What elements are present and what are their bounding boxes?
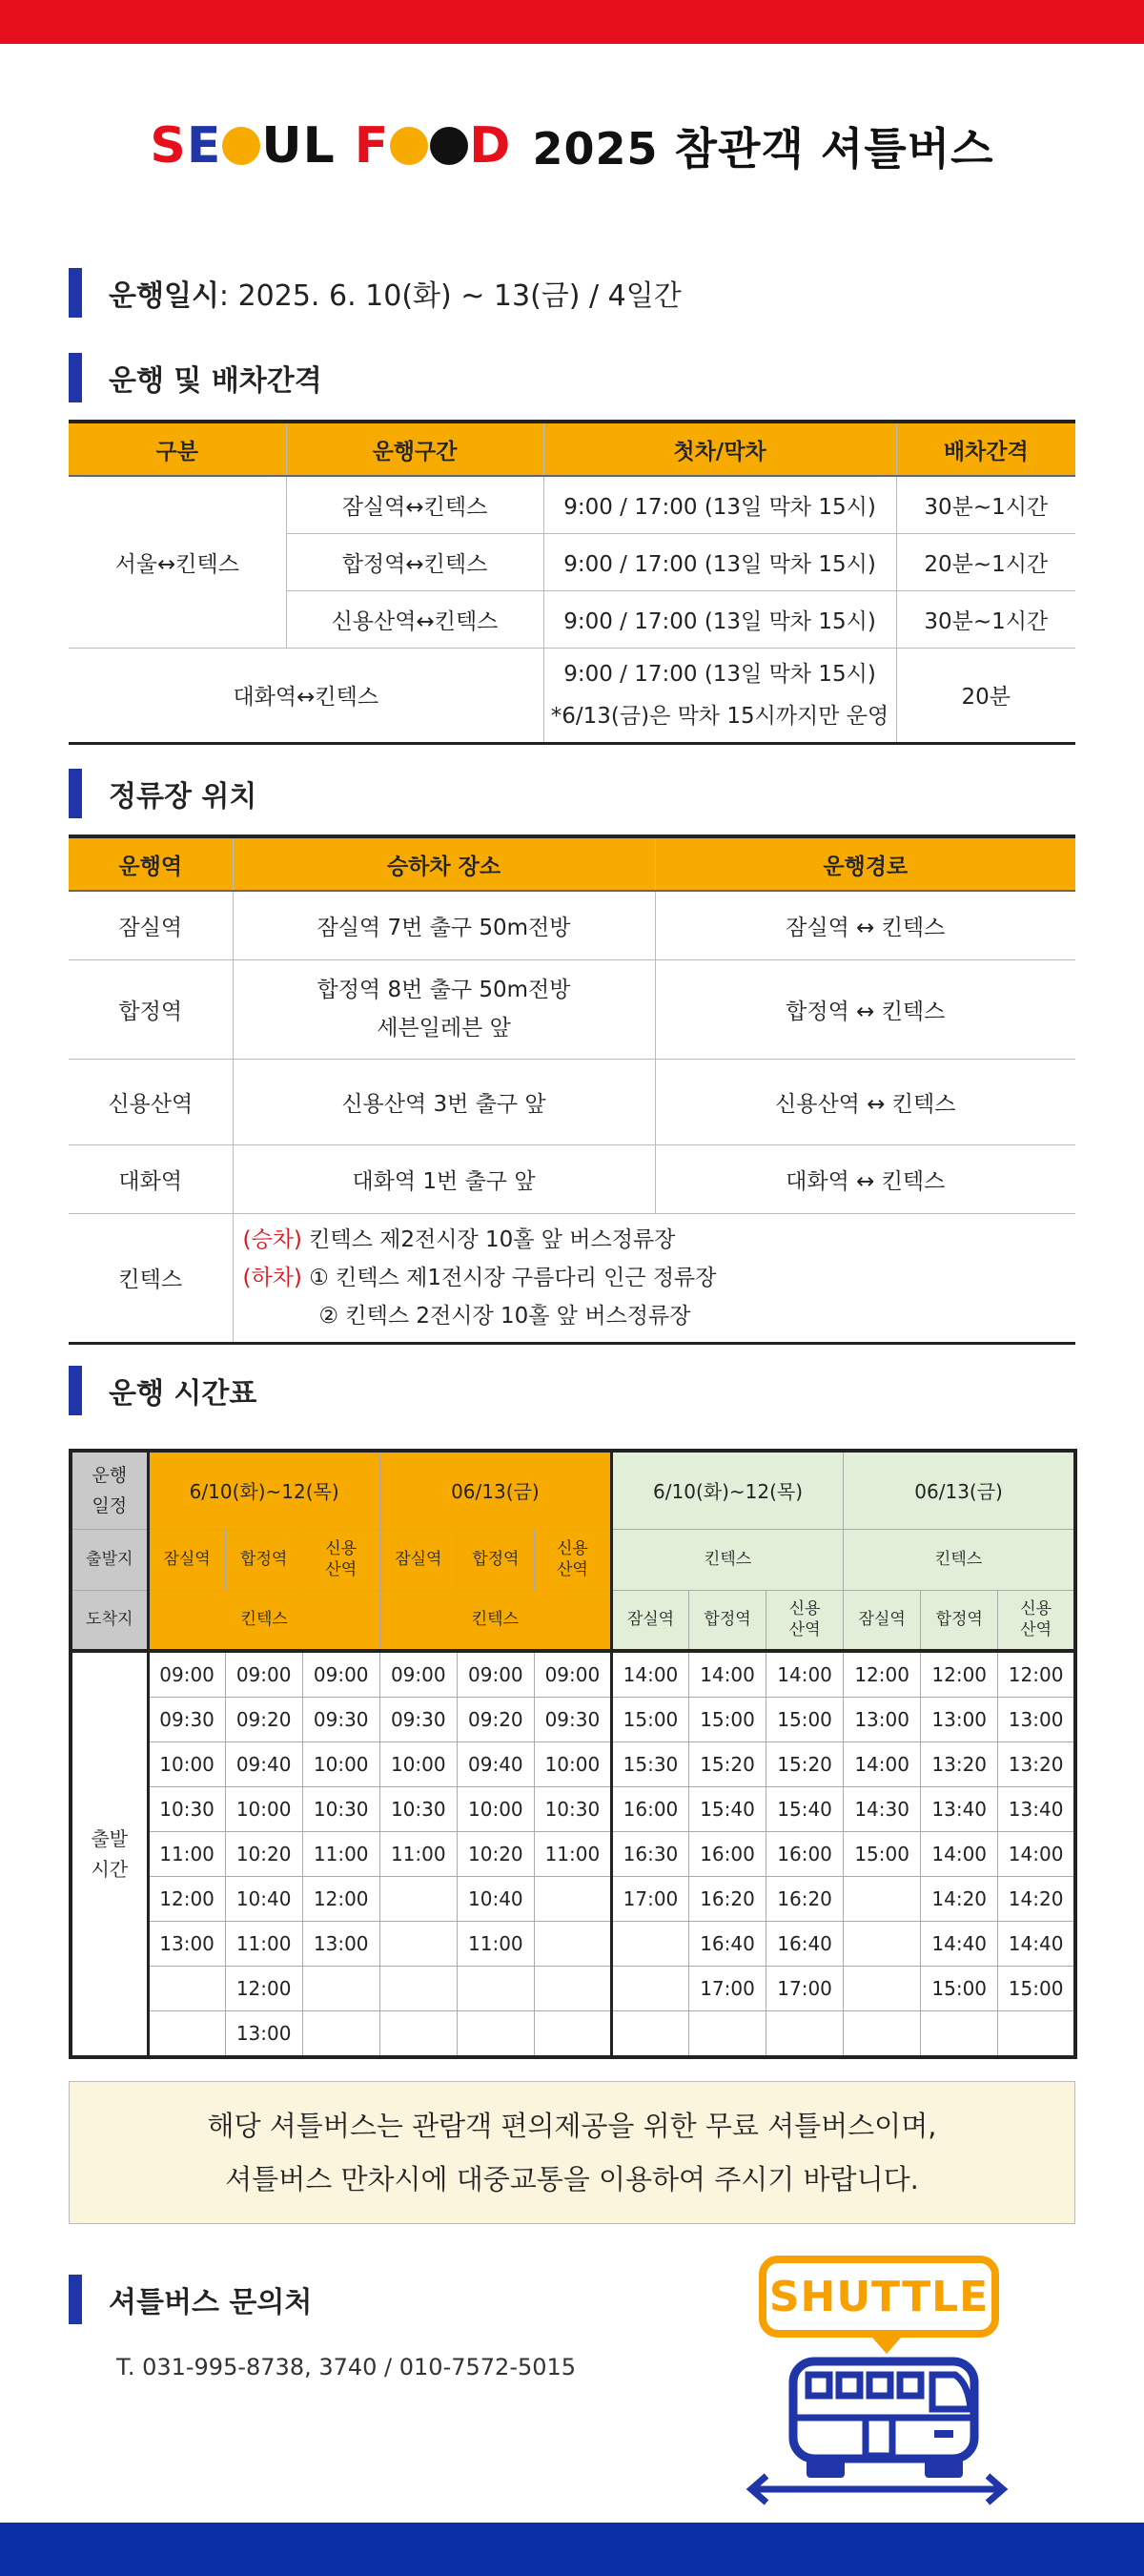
notice-line-1: 해당 셔틀버스는 관람객 편의제공을 위한 무료 셔틀버스이며, [207,2110,937,2142]
time-cell [844,1967,921,2011]
timetable-row [71,1877,1075,1922]
time-cell: 09:30 [534,1698,611,1742]
time-cell: 12:00 [148,1877,225,1922]
time-cell: 12:00 [844,1651,921,1698]
time-cell: 14:00 [844,1742,921,1787]
time-cell [534,1922,611,1967]
time-cell: 15:20 [689,1742,766,1787]
time-cell [379,1877,457,1922]
route-cell: 합정역↔킨텍스 [286,533,543,590]
time-cell: 16:00 [689,1832,766,1877]
station-header: 신용 산역 [998,1590,1075,1651]
logo-dot-black [430,127,468,165]
row-label-arrive: 도착지 [71,1590,148,1651]
section-contact-heading [69,2275,312,2324]
station-cell: 킨텍스 [69,1213,233,1343]
time-cell [457,1967,534,2011]
notice-line-2: 셔틀버스 만차시에 대중교통을 이용하여 주시기 바랍니다. [225,2163,919,2195]
time-cell: 9:00 / 17:00 (13일 막차 15시) [543,590,896,648]
top-color-bar [0,0,1144,44]
bus-icon [744,2327,1030,2518]
table-row [69,648,1075,743]
section-marker [69,268,82,318]
time-cell [766,2011,844,2058]
time-cell: 9:00 / 17:00 (13일 막차 15시) [543,476,896,533]
time-cell [611,2011,688,2058]
time-cell [302,2011,379,2058]
time-cell: 14:00 [689,1651,766,1698]
time-cell: 15:00 [766,1698,844,1742]
section-marker [69,2275,82,2324]
logo-letter-s: S [150,117,187,175]
time-line-2: *6/13(금)은 막차 15시까지만 운영 [550,703,889,729]
logo-letter-e: E [186,117,222,175]
place-cell [233,959,655,1059]
route-cell: 신용산역 ↔ 킨텍스 [655,1059,1075,1144]
time-cell: 14:20 [921,1877,998,1922]
interval-table [69,420,1075,745]
time-cell: 10:00 [225,1787,302,1832]
station-header: 잠실역 [379,1529,457,1590]
table-row [69,476,1075,533]
kintex-header: 킨텍스 [148,1590,379,1651]
table-row [69,891,1075,959]
time-cell [379,1967,457,2011]
place-line-1: 합정역 8번 출구 50m전방 [317,978,571,1002]
stops-table [69,835,1075,1345]
time-cell [844,1877,921,1922]
station-header: 신용 산역 [766,1590,844,1651]
time-cell: 13:00 [225,2011,302,2058]
station-cell: 신용산역 [69,1059,233,1144]
time-cell: 09:30 [302,1698,379,1742]
time-cell: 13:00 [148,1922,225,1967]
time-cell: 09:00 [148,1651,225,1698]
section-interval-heading [69,353,322,402]
time-cell: 11:00 [302,1832,379,1877]
time-cell: 13:40 [998,1787,1075,1832]
timetable-row [71,1832,1075,1877]
route-cell: 잠실역↔킨텍스 [286,476,543,533]
time-cell [302,1967,379,2011]
time-cell [379,2011,457,2058]
time-cell: 16:30 [611,1832,688,1877]
time-cell: 09:20 [457,1698,534,1742]
time-cell [534,2011,611,2058]
logo-letters-ul: UL [261,117,336,175]
station-cell: 대화역 [69,1144,233,1213]
time-cell: 16:00 [766,1832,844,1877]
time-cell: 13:00 [302,1922,379,1967]
time-cell: 10:00 [534,1742,611,1787]
section-title: 운행 및 배차간격 [109,364,322,398]
timetable-row [71,1742,1075,1787]
time-cell: 11:00 [148,1832,225,1877]
time-cell: 14:00 [998,1832,1075,1877]
header-route: 운행구간 [286,422,543,476]
time-cell: 17:00 [611,1877,688,1922]
timetable [69,1449,1077,2059]
time-cell [148,2011,225,2058]
interval-cell: 20분~1시간 [896,533,1075,590]
time-cell: 09:30 [148,1698,225,1742]
time-cell: 15:40 [766,1787,844,1832]
header-place: 승하차 장소 [233,836,655,891]
time-cell: 15:30 [611,1742,688,1787]
schedule-label: 운행일시 [109,279,219,313]
time-line-1: 9:00 / 17:00 (13일 막차 15시) [563,661,876,687]
place-cell: 잠실역 7번 출구 50m전방 [233,891,655,959]
title-text: 2025 참관객 셔틀버스 [532,123,994,175]
table-row [69,959,1075,1059]
time-cell: 09:40 [457,1742,534,1787]
notice-box [69,2081,1075,2224]
station-header: 합정역 [225,1529,302,1590]
kintex-place-cell [233,1213,1075,1343]
time-cell: 15:20 [766,1742,844,1787]
header-interval: 배차간격 [896,422,1075,476]
schedule-line [69,268,682,318]
time-cell: 12:00 [998,1651,1075,1698]
kintex-header: 킨텍스 [611,1529,843,1590]
time-cell: 09:00 [534,1651,611,1698]
timetable-row [71,2011,1075,2058]
section-marker [69,353,82,402]
station-cell: 잠실역 [69,891,233,959]
row-label-times: 출발 시간 [71,1651,148,2057]
time-cell: 10:20 [457,1832,534,1877]
period-header: 06/13(금) [379,1451,611,1529]
time-cell: 10:30 [534,1787,611,1832]
section-timetable-heading [69,1366,256,1415]
timetable-row [71,1698,1075,1742]
time-cell: 09:00 [302,1651,379,1698]
time-cell [543,648,896,743]
row-label-schedule: 운행 일정 [71,1451,148,1529]
schedule-value: : 2025. 6. 10(화) ~ 13(금) / 4일간 [218,279,682,313]
station-header: 잠실역 [844,1590,921,1651]
place-cell: 신용산역 3번 출구 앞 [233,1059,655,1144]
group-label: 서울↔킨텍스 [69,476,286,648]
kintex-board-line [243,1221,1075,1259]
time-cell: 12:00 [302,1877,379,1922]
time-cell: 13:20 [921,1742,998,1787]
time-cell: 16:20 [766,1877,844,1922]
time-cell: 10:00 [148,1742,225,1787]
time-cell [611,1922,688,1967]
time-cell: 15:00 [998,1967,1075,2011]
time-cell: 13:40 [921,1787,998,1832]
contact-phone: T. 031-995-8738, 3740 / 010-7572-5015 [116,2354,577,2380]
interval-cell: 20분 [896,648,1075,743]
kintex-alight-line [243,1259,1075,1297]
time-cell: 11:00 [225,1922,302,1967]
time-cell: 09:30 [379,1698,457,1742]
time-cell: 14:20 [998,1877,1075,1922]
time-cell: 09:00 [225,1651,302,1698]
time-cell [148,1967,225,2011]
logo-dot-yellow [222,127,260,165]
page-title [0,113,1144,179]
period-header: 6/10(화)~12(목) [148,1451,379,1529]
time-cell: 09:00 [457,1651,534,1698]
place-line-2: 세븐일레븐 앞 [377,1016,511,1041]
table-row [69,1059,1075,1144]
section-stops-heading [69,769,256,818]
time-cell: 14:00 [611,1651,688,1698]
board-text: 킨텍스 제2전시장 10홀 앞 버스정류장 [301,1226,676,1252]
alight-text-2: ② 킨텍스 2전시장 10홀 앞 버스정류장 [318,1303,691,1329]
time-cell: 15:00 [611,1698,688,1742]
header-first-last: 첫차/막차 [543,422,896,476]
route-cell: 잠실역 ↔ 킨텍스 [655,891,1075,959]
table-row [69,1144,1075,1213]
time-cell [844,1922,921,1967]
time-cell [611,1967,688,2011]
timetable-row [71,1967,1075,2011]
station-header: 합정역 [921,1590,998,1651]
kintex-header: 킨텍스 [844,1529,1075,1590]
time-cell: 17:00 [766,1967,844,2011]
station-header: 잠실역 [148,1529,225,1590]
header-route: 운행경로 [655,836,1075,891]
route-cell: 신용산역↔킨텍스 [286,590,543,648]
time-cell: 15:40 [689,1787,766,1832]
time-cell: 12:00 [921,1651,998,1698]
time-cell: 10:30 [148,1787,225,1832]
time-cell: 11:00 [457,1922,534,1967]
time-cell: 12:00 [225,1967,302,2011]
time-cell: 14:00 [766,1651,844,1698]
time-cell: 14:00 [921,1832,998,1877]
station-header: 신용 산역 [302,1529,379,1590]
time-cell: 14:40 [921,1922,998,1967]
time-cell: 10:30 [379,1787,457,1832]
time-cell: 13:00 [921,1698,998,1742]
time-cell [844,2011,921,2058]
time-cell: 14:30 [844,1787,921,1832]
interval-cell: 30분~1시간 [896,590,1075,648]
time-cell: 16:00 [611,1787,688,1832]
time-cell: 13:20 [998,1742,1075,1787]
time-cell: 16:40 [766,1922,844,1967]
time-cell: 10:00 [457,1787,534,1832]
logo-dot-yellow-2 [390,127,428,165]
time-cell [921,2011,998,2058]
time-cell: 16:20 [689,1877,766,1922]
alight-tag: (하차) [242,1265,302,1290]
time-cell: 9:00 / 17:00 (13일 막차 15시) [543,533,896,590]
time-cell: 15:00 [844,1832,921,1877]
time-cell: 10:00 [379,1742,457,1787]
time-cell: 15:00 [689,1698,766,1742]
timetable-body [71,1651,1075,2057]
station-cell: 합정역 [69,959,233,1059]
timetable-row [71,1922,1075,1967]
logo-letter-f: F [354,117,390,175]
row-label-depart: 출발지 [71,1529,148,1590]
time-cell [534,1877,611,1922]
section-marker [69,1366,82,1415]
header-station: 운행역 [69,836,233,891]
time-cell: 13:00 [844,1698,921,1742]
kintex-header: 킨텍스 [379,1590,611,1651]
section-title: 운행 시간표 [109,1377,257,1411]
station-header: 신용 산역 [534,1529,611,1590]
time-cell: 10:40 [457,1877,534,1922]
table-row [69,1213,1075,1343]
time-cell: 13:00 [998,1698,1075,1742]
time-cell: 16:40 [689,1922,766,1967]
board-tag: (승차) [242,1226,302,1252]
time-cell: 09:40 [225,1742,302,1787]
time-cell: 09:20 [225,1698,302,1742]
time-cell: 10:00 [302,1742,379,1787]
route-cell: 대화역 ↔ 킨텍스 [655,1144,1075,1213]
time-cell [379,1922,457,1967]
route-cell: 대화역↔킨텍스 [69,648,543,743]
shuttle-badge: SHUTTLE [759,2256,999,2338]
timetable-row [71,1651,1075,1698]
logo-letter-d: D [469,117,512,175]
interval-cell: 30분~1시간 [896,476,1075,533]
time-cell: 11:00 [379,1832,457,1877]
time-cell [998,2011,1075,2058]
section-marker [69,769,82,818]
station-header: 잠실역 [611,1590,688,1651]
seoul-food-logo [150,117,511,175]
bottom-color-bar [0,2523,1144,2576]
station-header: 합정역 [689,1590,766,1651]
time-cell [689,2011,766,2058]
time-cell: 10:30 [302,1787,379,1832]
period-header: 06/13(금) [844,1451,1075,1529]
period-header: 6/10(화)~12(목) [611,1451,843,1529]
place-cell: 대화역 1번 출구 앞 [233,1144,655,1213]
alight-text-1: ① 킨텍스 제1전시장 구름다리 인근 정류장 [301,1265,717,1290]
time-cell [534,1967,611,2011]
time-cell [457,2011,534,2058]
time-cell: 09:00 [379,1651,457,1698]
time-cell: 11:00 [534,1832,611,1877]
time-cell: 10:40 [225,1877,302,1922]
route-cell: 합정역 ↔ 킨텍스 [655,959,1075,1059]
time-cell: 15:00 [921,1967,998,2011]
time-cell: 17:00 [689,1967,766,2011]
timetable-row [71,1787,1075,1832]
section-title: 정류장 위치 [109,780,257,814]
time-cell: 14:40 [998,1922,1075,1967]
section-title: 셔틀버스 문의처 [109,2286,313,2319]
time-cell: 10:20 [225,1832,302,1877]
station-header: 합정역 [457,1529,534,1590]
header-category: 구분 [69,422,286,476]
